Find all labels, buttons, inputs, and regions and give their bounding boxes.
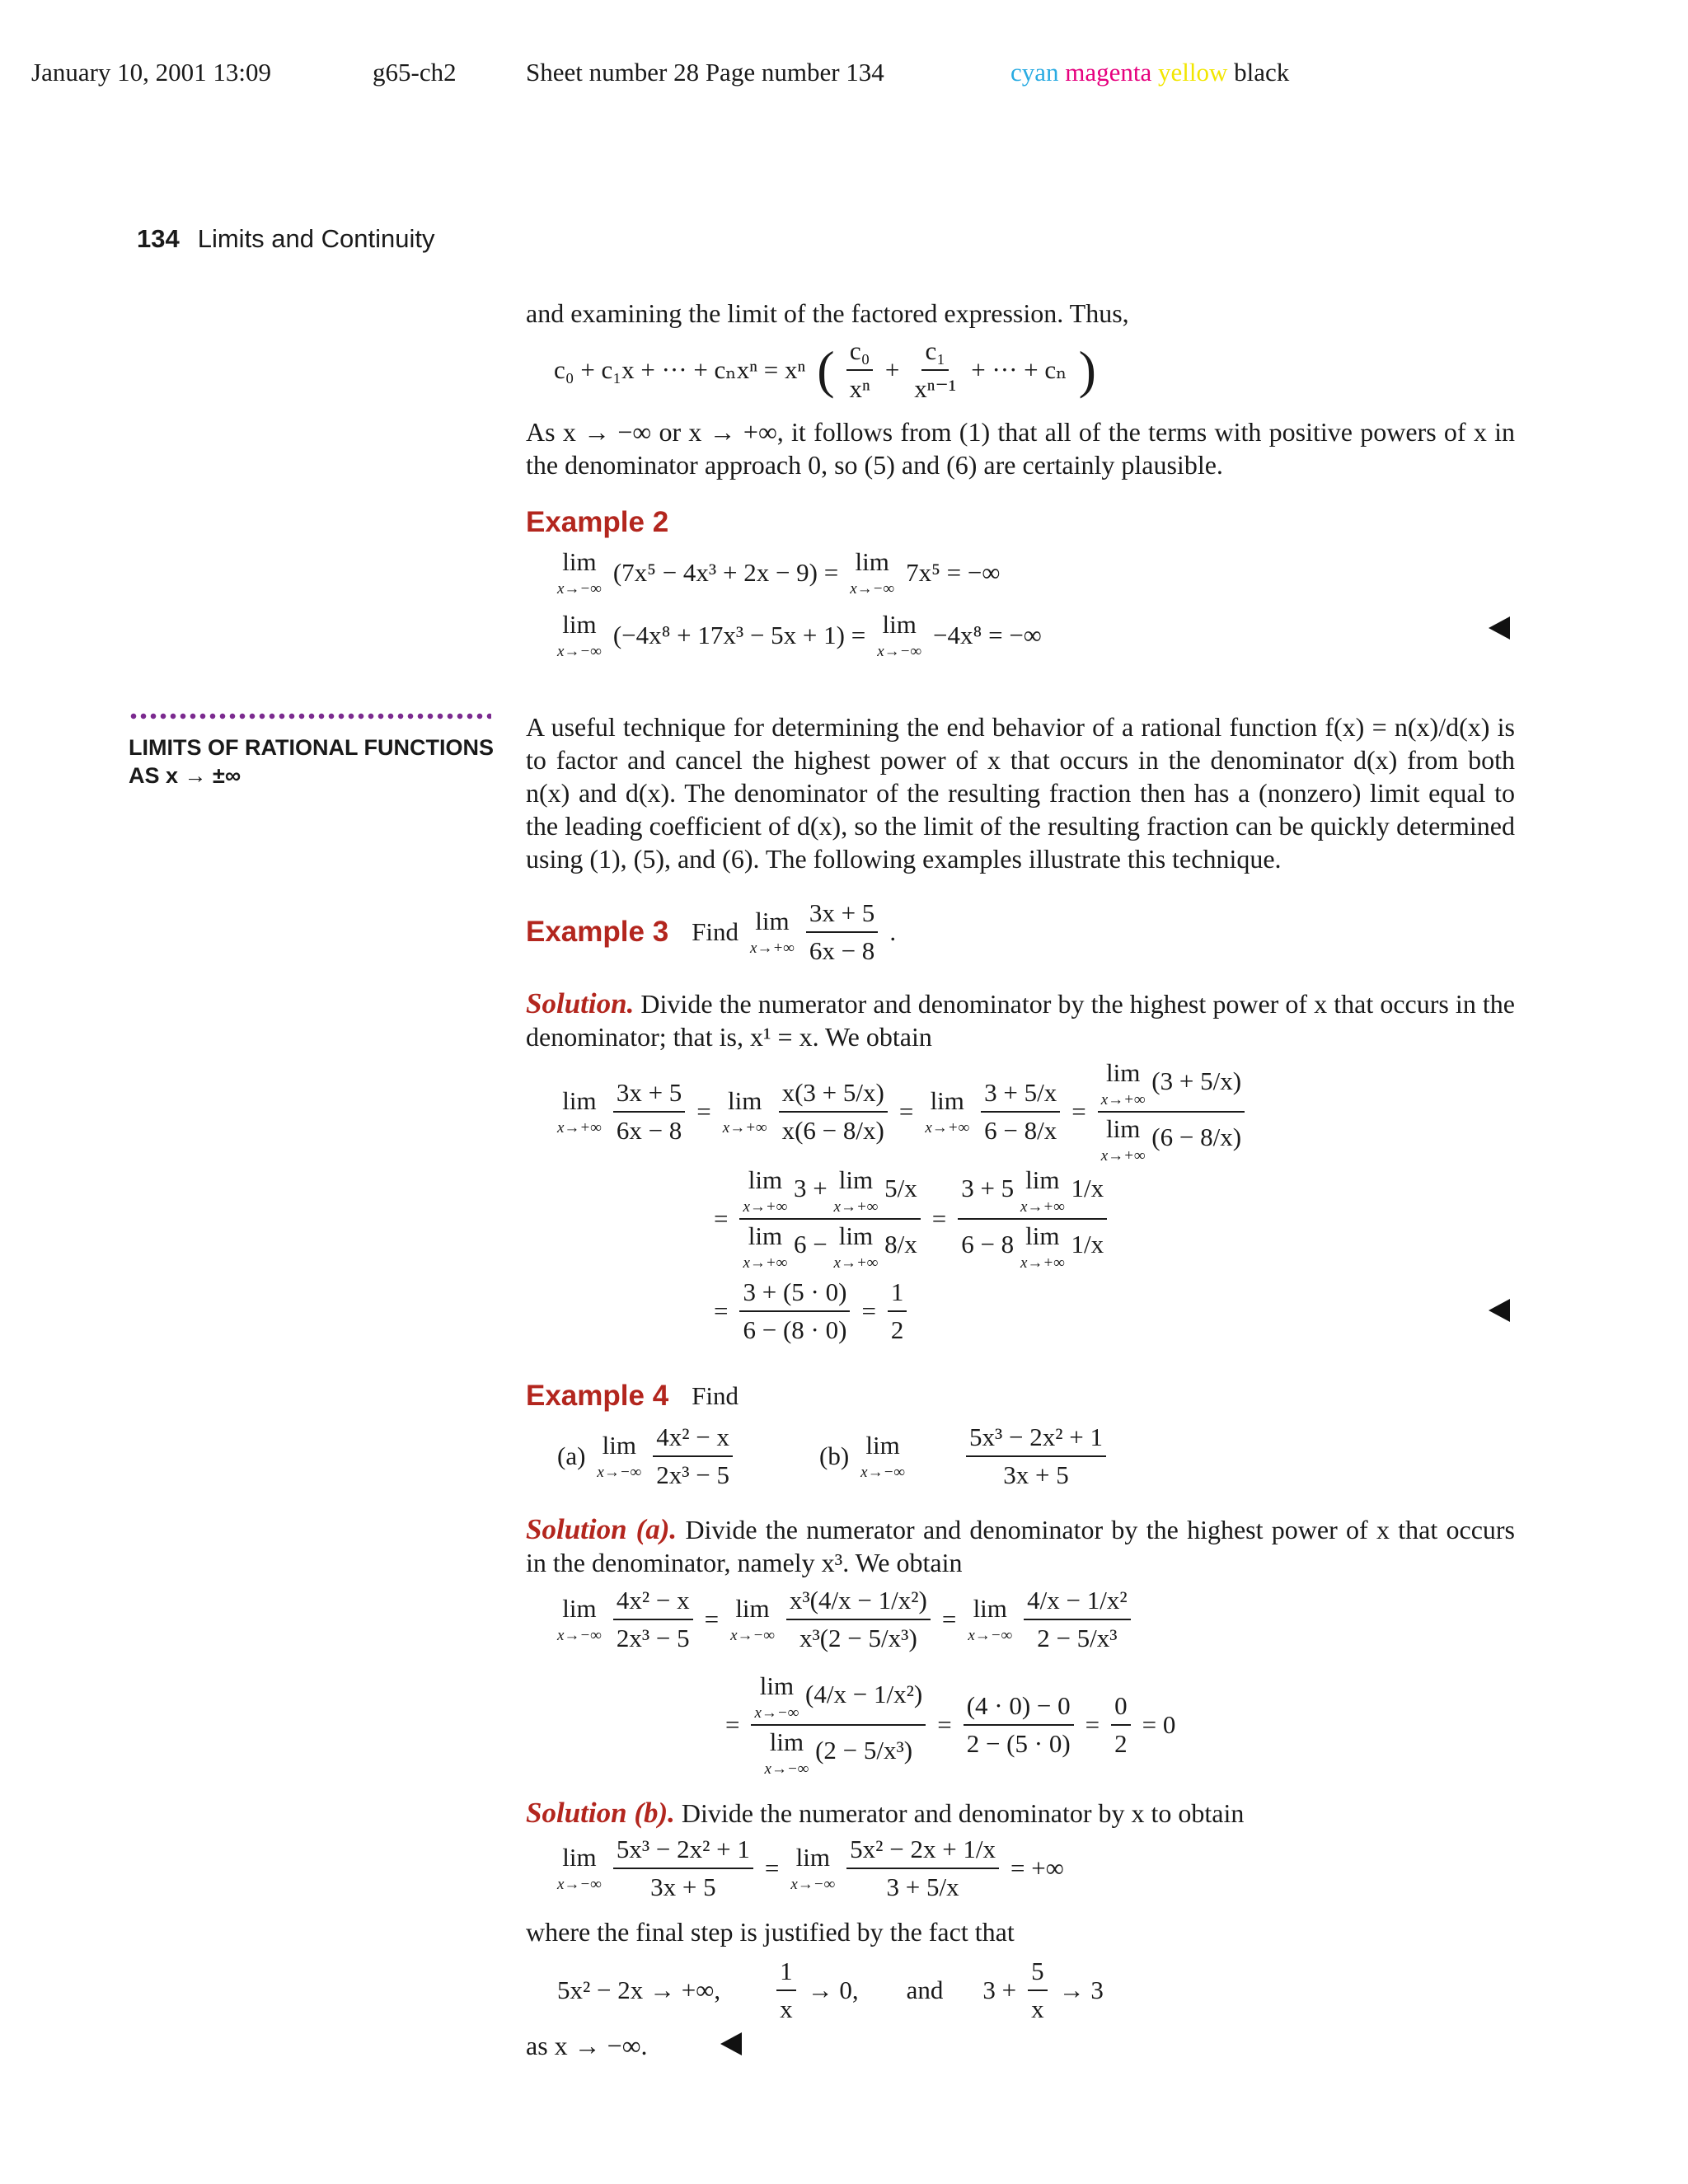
example-3-solution-label: Solution.	[526, 987, 635, 1019]
page-number: 134	[137, 224, 180, 253]
example-4-part-a: (a) lim x→−∞ $\frac{\text{4x² − x}}{\text{2x³ − 5}}$	[557, 1422, 733, 1489]
poly-term-1: $\frac{\text{c₀}}{\text{xⁿ}}$	[846, 336, 874, 403]
end-of-example-icon	[1489, 616, 1510, 640]
example-2-label: Example 2	[526, 506, 669, 538]
example-2-line-2: lim x→−∞ (−4x⁸ + 17x³ − 5x + 1) = lim x→−∞ −4x⁸ = −∞	[557, 610, 1042, 660]
slug-sheet: Sheet number 28 Page number 134	[526, 58, 884, 87]
polynomial-factoring-equation: c₀ + c₁x + ··· + cₙxⁿ = xⁿ ( $\frac{\text{c₀}}{\text{xⁿ}}$ + $\frac{\text{c₁}}{\text{xⁿ⁻¹}}$ + ··· + cₙ )	[554, 336, 1096, 403]
example-2-line-1: lim x→−∞ (7x⁵ − 4x³ + 2x − 9) = lim x→−∞ 7x⁵ = −∞	[557, 547, 1001, 598]
example-4-solution-b-label: Solution (b).	[526, 1797, 675, 1829]
intro-follow-text: As x → −∞ or x → +∞, it follows from (1) that all of the terms with positive powers of x in the denominator approach 0, so (5) and (6) are certainly plausible.	[526, 417, 1515, 480]
example-4a-step-2: = lim x→−∞ (4/x − 1/x²) lim x→−∞ (2 − 5/x³) = $\frac{(4 \cdot 0) - 0}{2 - (5 \cdot 0)}$ = $\frac{0}{2}$ = 0	[725, 1671, 1176, 1778]
poly-term-2: $\frac{\text{c₁}}{\text{xⁿ⁻¹}}$	[914, 336, 957, 403]
chapter-title: Limits and Continuity	[197, 224, 435, 253]
example-3-solution: Solution. Divide the numerator and denominator by the highest power of x that occurs in the denominator; that is, x¹ = x. We obtain	[526, 987, 1515, 1052]
end-of-example-icon	[720, 2032, 742, 2055]
example-3-statement: Example 3 Find lim x→+∞ $\frac{3x + 5}{6x - 8}$ .	[526, 898, 897, 965]
example-4a-step-1: lim x→−∞ $\frac{\text{4x² − x}}{\text{2x³ − 5}}$ = lim x→−∞ $\frac{\text{x³(4/x − 1/x²)}}{\text{x³(2 − 5/x³)}}$ = lim x→−∞ $\frac{\text{4/x − 1/x²}}{\text{2 − 5/x³}}$	[557, 1586, 1131, 1652]
justify-text: where the final step is justified by the fact that	[526, 1917, 1015, 1947]
margin-heading: LIMITS OF RATIONAL FUNCTIONS AS x → ±∞	[129, 735, 494, 788]
example-4-solution-b: Solution (b). Divide the numerator and denominator by x to obtain	[526, 1797, 1245, 1829]
example-3-label: Example 3	[526, 915, 669, 948]
example-4-part-b: (b) lim x→−∞ $\frac{\text{5x³ − 2x² + 1}}{3x + 5}$	[819, 1422, 1106, 1489]
example-4-solution-a-label: Solution (a).	[526, 1513, 678, 1545]
example-4-statement: Example 4 Find	[526, 1380, 739, 1412]
margin-heading-dotted-rule	[129, 712, 491, 720]
example-4-label: Example 4	[526, 1380, 669, 1412]
closing-text: as x → −∞.	[526, 2031, 648, 2060]
example-3-step-3: = $\frac{3 + (5 \cdot 0)}{6 - (8 \cdot 0)}$ = $\frac{1}{2}$	[714, 1277, 907, 1344]
end-of-example-icon	[1489, 1299, 1510, 1322]
example-3-step-1: lim x→+∞ $\frac{3x + 5}{6x - 8}$ = lim x→+∞ $\frac{x(3 + 5/x)}{x(6 - 8/x)}$ = lim x→+∞ $\frac{3 + 5/x}{6 - 8/x}$ = lim x→+∞ (3 + 5/x) lim x→+∞ (6 − 8/x)	[557, 1060, 1245, 1164]
slug-file: g65-ch2	[373, 58, 457, 87]
example-3-step-2: = lim x→+∞ 3 + lim x→+∞ 5/x lim x→+∞ 6 − lim x→+∞ 8/x = 3 + 5 lim x→+∞ 1/x 6 − 8 lim x→+∞ 1/x	[714, 1167, 1107, 1271]
example-4b-step: lim x→−∞ $\frac{\text{5x³ − 2x² + 1}}{3x + 5}$ = lim x→−∞ $\frac{\text{5x² − 2x + 1/x}}{3 + 5/x}$ = +∞	[557, 1835, 1064, 1901]
slug-color-names	[1010, 58, 1289, 87]
slug-color-magenta: magenta	[1065, 58, 1152, 87]
slug-date: January 10, 2001 13:09	[31, 58, 272, 87]
slug-color-cyan: cyan	[1010, 58, 1059, 87]
slug-color-yellow: yellow	[1158, 58, 1228, 87]
limit-facts: 5x² − 2x → +∞, $\frac{1}{x}$ → 0, and 3 + $\frac{5}{x}$ → 3	[557, 1957, 1104, 2023]
running-head	[137, 224, 434, 254]
slug-color-black: black	[1234, 58, 1290, 87]
intro-lead: and examining the limit of the factored expression. Thus,	[526, 298, 1129, 328]
technique-paragraph: A useful technique for determining the end behavior of a rational function f(x) = n(x)/d(x) is to factor and cancel the highest power of x that occurs in the denominator d(x) from both n(x) and d(x). The denominator of the resulting fraction then has a (nonzero) limit equal to the leading coefficient of d(x), so the limit of the resulting fraction can be quickly determined using (1), (5), and (6). The following examples illustrate this technique.	[526, 712, 1515, 874]
example-4-solution-a: Solution (a). Divide the numerator and denominator by the highest power of x that occurs in the denominator, namely x³. We obtain	[526, 1513, 1515, 1577]
